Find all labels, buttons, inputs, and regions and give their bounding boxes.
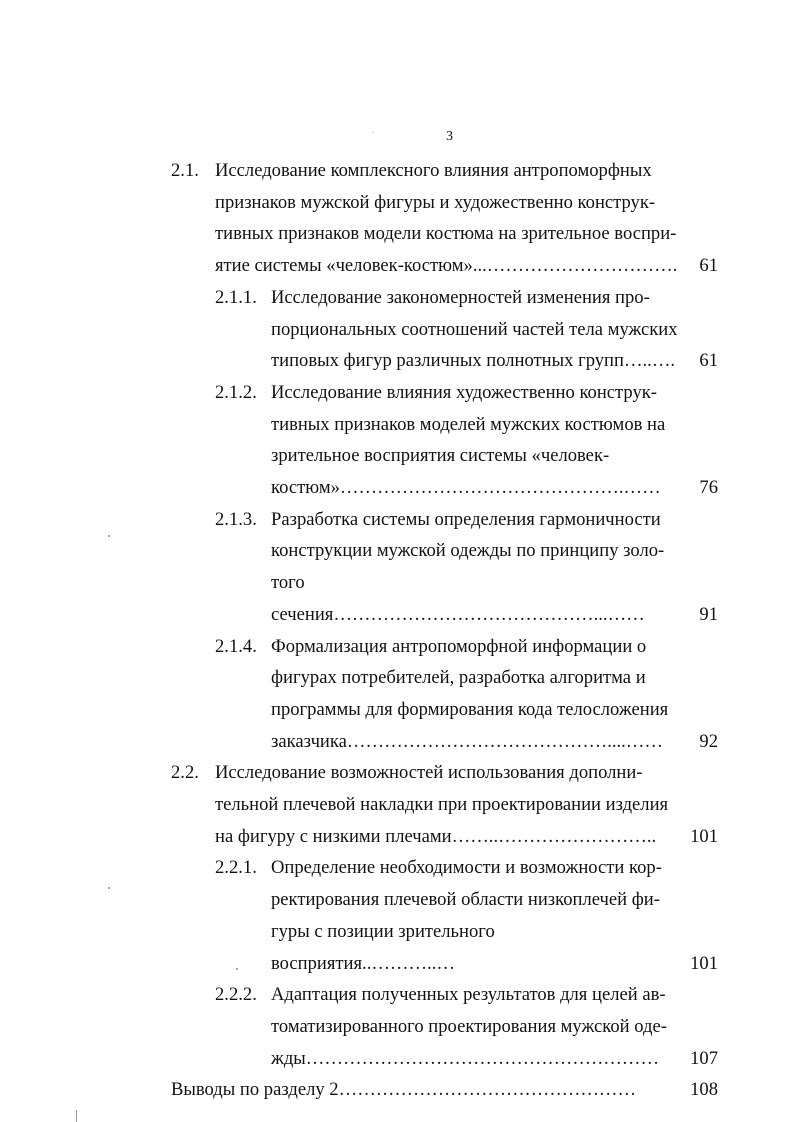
toc-entry-line: тивных признаков моделей мужских костюмов на	[271, 413, 666, 435]
toc-entry-line: конструкции мужской одежды по принципу золо-	[271, 540, 665, 562]
toc-entry-page: 61	[699, 255, 718, 277]
page-number: 3	[446, 129, 453, 144]
toc-entry-line: программы для формирования кода телосложения	[271, 698, 669, 720]
toc-entry-line: на фигуру с низкими плечами……..……………………..	[215, 825, 657, 847]
scan-speck	[236, 968, 238, 970]
toc-entry-page: 101	[690, 952, 718, 974]
toc-entry-2-2-2	[215, 979, 793, 1074]
toc-entry-line: зрительное восприятия системы «человек-	[271, 445, 610, 467]
toc-entry-number: 2.1.	[171, 160, 199, 181]
toc-entry-line: заказчика……………………………………....……	[271, 730, 663, 752]
toc-entry-line: томатизированного проектирования мужской оде-	[271, 1015, 667, 1037]
toc-entry-number: 2.2.	[171, 762, 199, 784]
toc-entry-2-1-4	[215, 631, 793, 758]
scan-edge-mark	[76, 1110, 77, 1122]
toc-entry-number: 2.1.3.	[215, 508, 257, 530]
toc-entry-page: 107	[690, 1047, 718, 1069]
toc-entry-line: того сечения……………………………………...……	[271, 572, 645, 625]
toc-entry-2-1-2	[215, 377, 793, 504]
scan-speck	[108, 535, 110, 537]
toc-entry-line: Исследование комплексного влияния антропоморфных	[215, 160, 652, 181]
toc-entry-summary	[171, 1074, 793, 1106]
toc-entry-line: типовых фигур различных полнотных групп…..….	[271, 350, 676, 372]
scan-speck	[372, 132, 373, 133]
toc-entry-2-2-1	[215, 852, 793, 979]
table-of-contents	[0, 155, 793, 1106]
toc-entry-2-1-3	[215, 504, 793, 631]
toc-entry-line: Выводы по разделу 2…………………………………………	[171, 1079, 637, 1101]
toc-entry-line: Исследование возможностей использования дополни-	[215, 762, 643, 784]
toc-entry-number: 2.2.1.	[215, 857, 257, 879]
toc-entry-page: 91	[699, 603, 718, 625]
toc-entry-number: 2.2.2.	[215, 984, 257, 1006]
toc-entry-page: 108	[690, 1079, 718, 1101]
toc-entry-line: жды…………………………………………………	[271, 1047, 660, 1069]
toc-entry-page: 76	[699, 477, 718, 499]
toc-entry-line: фигурах потребителей, разработка алгоритма и	[271, 667, 646, 689]
toc-entry-line: Исследование закономерностей изменения про-	[271, 286, 650, 308]
toc-entry-line: ректирования плечевой области низкоплечей фи-	[271, 889, 660, 911]
toc-entry-page: 92	[699, 730, 718, 752]
toc-entry-2-2	[171, 757, 793, 852]
toc-entry-line: Адаптация полученных результатов для целей ав-	[271, 984, 666, 1006]
toc-entry-number: 2.1.4.	[215, 635, 257, 657]
toc-entry-page: 61	[699, 350, 718, 372]
toc-entry-line: Разработка системы определения гармоничности	[271, 508, 661, 530]
toc-entry-line: Формализация антропоморфной информации о	[271, 635, 647, 657]
toc-entry-line: гуры с позиции зрительного восприятия..………..…	[271, 920, 495, 974]
toc-entry-line: Исследование влияния художественно конструк-	[271, 381, 657, 403]
toc-entry-line: признаков мужской фигуры и художественно конструк-	[215, 191, 656, 213]
toc-entry-number: 2.1.2.	[215, 381, 257, 403]
toc-entry-number: 2.1.1.	[215, 286, 257, 308]
toc-entry-line: тельной плечевой накладки при проектировании изделия	[215, 794, 669, 816]
toc-entry-2-1	[171, 155, 793, 282]
toc-entry-line: порциональных соотношений частей тела мужских	[271, 318, 678, 340]
toc-entry-page: 101	[690, 825, 718, 847]
toc-entry-line: Определение необходимости и возможности кор-	[271, 857, 662, 879]
toc-entry-line: тивных признаков модели костюма на зрительное воспри-	[215, 223, 677, 245]
scan-speck	[108, 887, 110, 889]
toc-entry-line: ятие системы «человек-костюм»...………………………….	[215, 255, 678, 277]
toc-entry-2-1-1	[215, 282, 793, 377]
toc-entry-line: костюм»……………………………………….……	[271, 477, 661, 499]
